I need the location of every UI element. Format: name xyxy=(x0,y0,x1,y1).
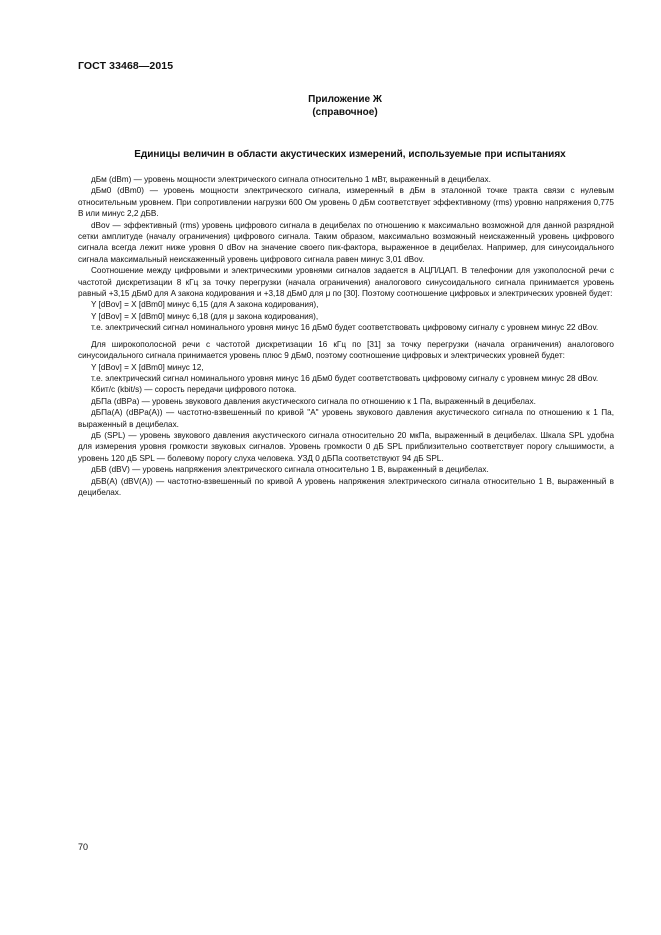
formula-mu-law: Y [dBov] = X [dBm0] минус 6,18 (для μ закона кодирования), xyxy=(91,311,319,321)
paragraph-dbm0: дБм0 (dBm0) — уровень мощности электрического сигнала, измеренный в дБм в эталонной точке тракта связи с нулевым относительным уровнем. При сопротивлении нагрузки 600 Ом уровень 0 дБм соответствует эффективному (rms) уровню напряжения 0,775 В или минус 2,2 дБВ. xyxy=(78,186,614,219)
paragraph-dbpa-a: дБПа(А) (dBPa(A)) — частотно-взвешенный по кривой "A" уровень звукового давления акустического сигнала по отношению к 1 Па, выраженный в децибелах. xyxy=(78,408,614,429)
appendix-title-block xyxy=(0,93,661,119)
section-heading: Единицы величин в области акустических измерений, используемые при испытаниях xyxy=(134,149,566,160)
body-text xyxy=(78,174,614,498)
paragraph-digital-electrical-ratio: Соотношение между цифровыми и электрическими уровнями сигналов задается в АЦП/ЦАП. В телефонии для узкополосной речи с частотой дискретизации 8 кГц за точку перегрузки (начала ограничения) аналогового синусоидального сигнала принимается уровень равный +3,15 дБм0 для A закона кодирования и +3,18 дБм0 для μ по [30]. Поэтому соотношение цифровых и электрических уровней будет: xyxy=(78,266,614,299)
paragraph-dbv-a: дБВ(A) (dBV(A)) — частотно-взвешенный по кривой A уровень напряжения электрического сигнала относительно 1 В, выраженный в децибелах. xyxy=(78,476,614,497)
paragraph-wideband: Для широкополосной речи с частотой дискретизации 16 кГц по [31] за точку перегрузки (начала ограничения) аналогового синусоидального сигнала принимается уровень плюс 9 дБм0, поэтому соотношение цифровых и электрических уровней будет: xyxy=(78,339,614,361)
paragraph-dbov: dBov — эффективный (rms) уровень цифрового сигнала в децибелах по отношению к максимально возможной для данной разрядной сетки амплитуде (началу ограничения) цифрового сигнала. Таким образом, максимально возможный неискаженный уровень цифрового сигнала всегда лежит ниже уровня 0 dBov на значение своего пик-фактора, выраженное в децибелах. Например, для синусоидального сигнала максимальный неискаженный уровень цифрового сигнала равен минус 3,01 dBov. xyxy=(78,220,614,264)
standard-code-header: ГОСТ 33468—2015 xyxy=(78,60,174,72)
appendix-title: Приложение Ж xyxy=(308,94,382,105)
page-number: 70 xyxy=(78,842,89,852)
formula-wideband: Y [dBov] = X [dBm0] минус 12, xyxy=(91,362,204,372)
formula-a-law: Y [dBov] = X [dBm0] минус 6,15 (для A закона кодирования), xyxy=(91,300,319,310)
paragraph-narrowband-example: т.е. электрический сигнал номинального уровня минус 16 дБм0 будет соответствовать цифровому сигналу с уровнем минус 22 dBov. xyxy=(91,323,599,333)
paragraph-dbv: дБВ (dBV) — уровень напряжения электрического сигнала относительно 1 В, выраженный в децибелах. xyxy=(91,465,489,475)
paragraph-dbm: дБм (dBm) — уровень мощности электрического сигнала относительно 1 мВт, выраженный в децибелах. xyxy=(91,175,491,184)
paragraph-kbit: Кбит/с (kbit/s) — сорость передачи цифрового потока. xyxy=(91,385,297,395)
paragraph-dbpa: дБПа (dBPa) — уровень звукового давления акустического сигнала по отношению к 1 Па, выраженный в децибелах. xyxy=(91,396,536,406)
appendix-subtitle: (справочное) xyxy=(312,107,378,118)
paragraph-wideband-example: т.е. электрический сигнал номинального уровня минус 16 дБм0 будет соответствовать цифровому сигналу с уровнем минус 28 dBov. xyxy=(91,373,599,383)
paragraph-spl: дБ (SPL) — уровень звукового давления акустического сигнала относительно 20 мкПа, выраженный в децибелах. Шкала SPL удобна для измерения уровня громкости звуковых сигналов. Уровень громкости 0 дБ SPL приблизительно соответствует порогу слышимости, а уровень 120 дБ SPL — болевому порогу слуха человека. УЗД 0 дБПа соответствуют 94 дБ SPL. xyxy=(78,430,614,463)
